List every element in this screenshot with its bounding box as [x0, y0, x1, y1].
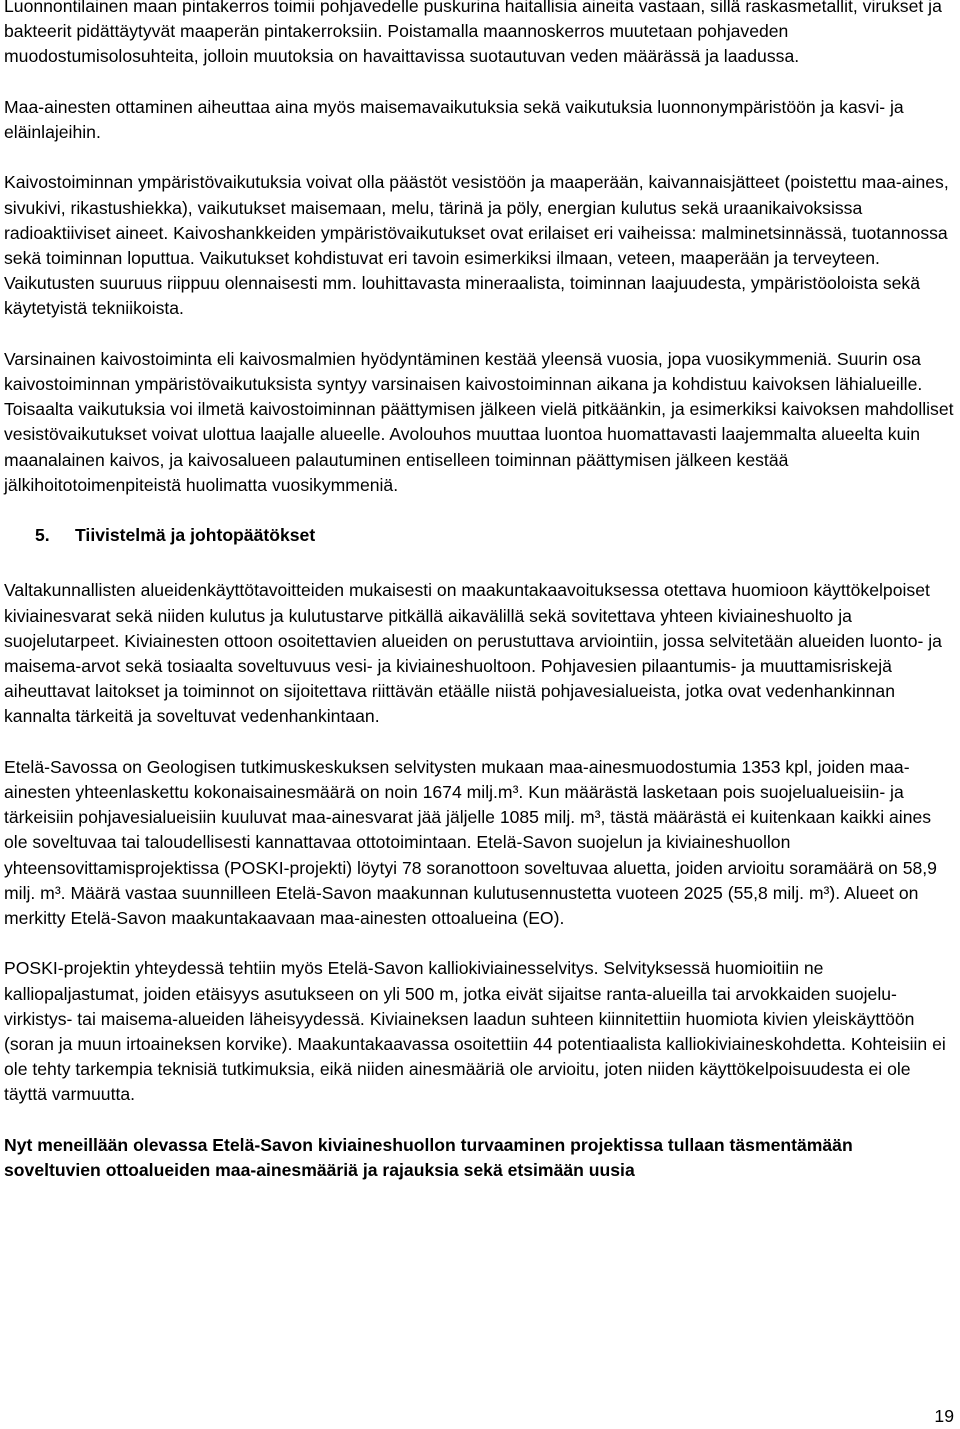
- paragraph-landscape-impacts: Maa-ainesten ottaminen aiheuttaa aina myös maisemavaikutuksia sekä vaikutuksia luonnonympäristöön ja kasvi- ja eläinlajeihin.: [4, 96, 904, 142]
- paragraph-groundwater: Luonnontilainen maan pintakerros toimii pohjavedelle puskurina haitallisia aineita vastaan, sillä raskasmetallit, virukset ja bakteerit pidättäytyvät maaperän pintakerroksiin. Poistamalla maannoskerros muutetaan pohjaveden muodostumisolosuhteita, jolloin muutoksia on havaittavissa suotautuvan veden määrässä ja laadussa.: [4, 0, 942, 67]
- section-heading: [4, 523, 954, 548]
- section-title: Tiivistelmä ja johtopäätökset: [75, 525, 316, 546]
- paragraph-mining-duration: Varsinainen kaivostoiminta eli kaivosmalmien hyödyntäminen kestää yleensä vuosia, jopa vuosikymmeniä. Suurin osa kaivostoiminnan ympäristövaikutuksista syntyy varsinaisen kaivostoiminnan aikana ja kohdistuu kaivoksen lähialueille. Toisaalta vaikutuksia voi ilmetä kaivostoiminnan päättymisen jälkeen vielä pitkäänkin, ja esimerkiksi kaivoksen mahdolliset vesistövaikutukset voivat ulottua laajalle alueelle. Avolouhos muuttaa luontoa huomattavasti laajemmalta alueelta kuin maanalainen kaivos, ja kaivosalueen palautuminen entiselleen toiminnan päättymisen jälkeen kestää jälkihoitotoimenpiteistä huolimatta vuosikymmeniä.: [4, 348, 954, 495]
- paragraph-national-goals: Valtakunnallisten alueidenkäyttötavoitteiden mukaisesti on maakuntakaavoituksessa otettava huomioon käyttökelpoiset kiviainesvarat sekä niiden kulutus ja kulutustarve pitkällä aikavälillä sekä sovitettava yhteen kiviaineshuolto ja suojelutarpeet. Kiviainesten ottoon osoitettavien alueiden on perustuttava arviointiin, jossa selvitetään alueiden luonto- ja maisema-arvot sekä tosiaalta soveltuvuus vesi- ja kiviaineshuoltoon. Pohjavesien pilaantumis- ja muuttamisriskejä aiheuttavat laitokset ja toiminnot on sijoitettava riittävän etäälle niistä pohjavesialueista, jotka ovat vedenhankinnan kannalta tärkeitä ja soveltuvat vedenhankintaan.: [4, 580, 942, 727]
- paragraph-ongoing-project: Nyt meneillään olevassa Etelä-Savon kiviaineshuollon turvaaminen projektissa tullaan täsmentämään soveltuvien ottoalueiden maa-ainesmääriä ja rajauksia sekä etsimään uusia: [4, 1134, 853, 1181]
- document-page: [4, 0, 954, 1208]
- section-number: 5.: [35, 525, 50, 546]
- paragraph-poski-bedrock: POSKI-projektin yhteydessä tehtiin myös Etelä-Savon kalliokiviainesselvitys. Selvityksessä huomioitiin ne kalliopaljastumat, joiden etäisyys asutukseen on yli 500 m, jotka eivät sijaitse ranta-alueilla tai arvokkaiden suojelu- virkistys- tai maisema-alueiden läheisyydessä. Kiviaineksen laadun suhteen kiinnitettiin huomiota kivien yleiskäyttöön (soran ja muun irtoaineksen korvike). Maakuntakaavassa osoitettiin 44 potentiaalista kalliokiviaineskohdetta. Kohteisiin ei ole tehty tarkempia teknisiä tutkimuksia, eikä niiden ainesmääriä ole arvioitu, joten niiden käyttökelpoisuudesta ei ole täyttä varmuutta.: [4, 958, 946, 1105]
- paragraph-mining-impacts: Kaivostoiminnan ympäristövaikutuksia voivat olla päästöt vesistöön ja maaperään, kaivannaisjätteet (poistettu maa-aines, sivukivi, rikastushiekka), vaikutukset maisemaan, melu, tärinä ja pöly, energian kulutus sekä uraanikaivoksissa radioaktiiviset aineet. Kaivoshankkeiden ympäristövaikutukset ovat erilaiset eri vaiheissa: malminetsinnässä, tuotannossa sekä toiminnan loputtua. Vaikutukset kohdistuvat eri tavoin esimerkiksi ilmaan, veteen, maaperään ja terveyteen. Vaikutusten suuruus riippuu olennaisesti mm. louhittavasta mineraalista, toiminnan laajuudesta, ympäristöoloista sekä käytetyistä tekniikoista.: [4, 172, 949, 319]
- page-number: 19: [934, 1406, 954, 1426]
- paragraph-etela-savo-deposits: Etelä-Savossa on Geologisen tutkimuskeskuksen selvitysten mukaan maa-ainesmuodostumia 1353 kpl, joiden maa-ainesten yhteenlaskettu kokonaisainesmäärä on noin 1674 milj.m³. Kun määrästä lasketaan pois suojelualueisiin- ja tärkeisiin pohjavesialueisiin kuuluvat maa-ainesvarat jää jäljelle 1085 milj. m³, tästä määrästä ei kuitenkaan kaikki aines ole soveltuvaa tai taloudellisesti kannattavaa ottotoimintaan. Etelä-Savon suojelun ja kiviaineshuollon yhteensovittamisprojektissa (POSKI-projekti) löytyi 78 soranottoon soveltuvaa aluetta, joiden arvioitu soramäärä on 58,9 milj. m³. Määrä vastaa suunnilleen Etelä-Savon maakunnan kulutusennustetta vuoteen 2025 (55,8 milj. m³). Alueet on merkitty Etelä-Savon maakuntakaavaan maa-ainesten ottoalueina (EO).: [4, 756, 937, 929]
